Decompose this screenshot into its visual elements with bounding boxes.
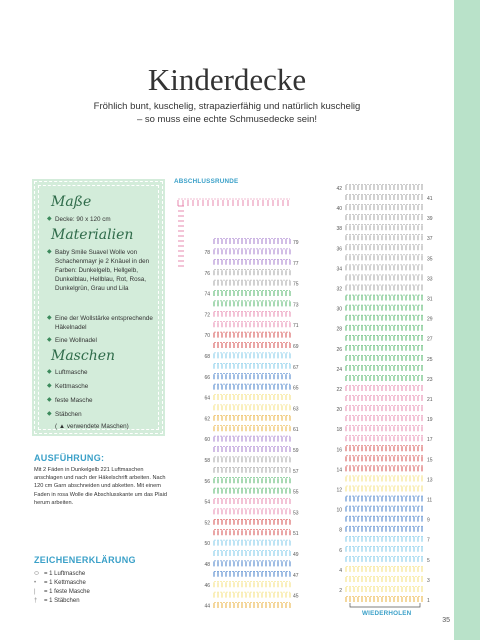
row-number: 40: [336, 206, 342, 213]
materials-item-text: Baby Smile Suavel Wolle von Schachenmayr je 2 Knäuel in den Farben: Dunkelgelb, Hellgelb, Dunkelblau, Hellblau, Rot, Rosa, Dunkelgrün, Grau und Lila: [55, 249, 150, 292]
row-number: 6: [339, 547, 342, 554]
row-number: 65: [293, 385, 299, 392]
bullet-icon: ◆: [47, 249, 52, 255]
page-title: Kinderdecke: [147, 62, 307, 97]
bullet-icon: ◆: [47, 397, 52, 403]
row-number: 39: [427, 216, 433, 223]
row-number: 16: [336, 447, 342, 454]
page-subtitle: Fröhlich bunt, kuschelig, strapazierfähig und natürlich kuschelig – so muss eine echte Schmusedecke sein!: [93, 101, 361, 125]
row-number: 50: [204, 541, 210, 548]
row-number: 25: [427, 356, 433, 363]
row-number: 19: [427, 417, 433, 424]
row-number: 28: [336, 326, 342, 333]
materials-item-text: Eine der Wollstärke entsprechende Häkelnadel: [55, 315, 153, 331]
row-number: 66: [204, 374, 210, 381]
stitch-item-text: Stäbchen: [55, 411, 82, 418]
row-number: 47: [293, 572, 299, 579]
row-number: 72: [204, 312, 210, 319]
row-number: 17: [427, 437, 433, 444]
row-number: 22: [336, 387, 342, 393]
row-number: 52: [204, 520, 210, 527]
row-number: 62: [204, 416, 210, 423]
row-number: 58: [204, 458, 210, 464]
legend-label: = 1 Kettmasche: [44, 580, 86, 586]
row-number: 8: [339, 527, 342, 534]
stitches-heading: Maschen: [51, 348, 116, 364]
row-number: 64: [204, 395, 210, 402]
row-number: 60: [204, 437, 210, 444]
row-number: 15: [427, 457, 433, 464]
row-number: 67: [293, 364, 299, 371]
row-number: 29: [427, 316, 433, 323]
row-number: 55: [293, 489, 299, 496]
stitch-item-text: feste Masche: [55, 397, 93, 404]
row-number: 9: [427, 517, 430, 524]
page-number: 35: [442, 617, 450, 624]
sizes-heading: Maße: [51, 194, 92, 210]
row-number: 37: [427, 236, 433, 243]
row-number: 69: [293, 344, 299, 350]
row-number: 56: [204, 478, 210, 485]
row-number: 79: [293, 240, 299, 246]
row-number: 42: [336, 186, 342, 192]
row-number: 61: [293, 427, 299, 434]
chart-top-label: ABSCHLUSSRUNDE: [174, 178, 239, 185]
materials-item-text: Eine Wollnadel: [55, 337, 97, 344]
row-number: 4: [339, 567, 342, 574]
row-number: 11: [427, 497, 433, 504]
row-number: 7: [427, 537, 430, 544]
slip-stitch-icon: •: [34, 580, 37, 586]
row-number: 20: [336, 407, 342, 414]
row-number: 10: [336, 507, 342, 514]
chain-stitch-icon: ⬭: [34, 571, 40, 577]
row-number: 41: [427, 196, 433, 202]
row-number: 76: [204, 270, 210, 277]
row-number: 30: [336, 306, 342, 313]
legend-heading: ZEICHENERKLÄRUNG: [34, 555, 136, 565]
row-number: 71: [293, 323, 299, 330]
row-number: 3: [427, 577, 430, 584]
bullet-icon: ◆: [47, 315, 52, 321]
stitch-item-text: Luftmasche: [55, 369, 88, 376]
row-number: 36: [336, 246, 342, 253]
row-number: 54: [204, 499, 210, 506]
row-number: 78: [204, 250, 210, 256]
bullet-icon: ◆: [47, 411, 52, 417]
row-number: 24: [336, 366, 342, 373]
row-number: 75: [293, 281, 299, 288]
row-number: 12: [336, 487, 342, 494]
row-number: 63: [293, 406, 299, 413]
single-crochet-icon: |: [34, 589, 36, 595]
row-number: 2: [339, 588, 342, 594]
row-number: 73: [293, 302, 299, 309]
legend-label: = 1 Luftmasche: [44, 571, 86, 577]
row-number: 49: [293, 552, 299, 558]
row-number: 70: [204, 333, 210, 340]
bullet-icon: ◆: [47, 216, 52, 222]
row-number: 45: [293, 593, 299, 600]
row-number: 46: [204, 582, 210, 589]
legend-label: = 1 feste Masche: [44, 589, 90, 595]
instructions-text: Mit 2 Fäden in Dunkelgelb 221 Luftmaschen anschlagen und nach der Häkelschrift arbeiten. Nach 120 cm Garn abschneiden und abketten. Mit einem Faden in rosa Wolle die Abschlusskante um das Plaid herum arbeiten.: [34, 467, 167, 506]
materials-heading: Materialien: [51, 227, 134, 243]
row-number: 1: [427, 598, 430, 604]
row-number: 77: [293, 260, 299, 267]
double-crochet-icon: †: [34, 598, 38, 604]
row-number: 5: [427, 557, 430, 564]
sizes-item-text: Decke: 90 x 120 cm: [55, 216, 111, 223]
row-number: 18: [336, 427, 342, 434]
row-number: 23: [427, 376, 433, 383]
row-number: 33: [427, 276, 433, 283]
row-number: 31: [427, 296, 433, 303]
row-number: 34: [336, 266, 342, 273]
row-number: 38: [336, 226, 342, 233]
row-number: 48: [204, 562, 210, 568]
row-number: 26: [336, 346, 342, 353]
row-number: 68: [204, 354, 210, 360]
row-number: 53: [293, 510, 299, 517]
chart-bottom-label: WIEDERHOLEN: [362, 610, 412, 617]
row-number: 14: [336, 467, 342, 474]
row-number: 51: [293, 531, 299, 538]
instructions-heading: AUSFÜHRUNG:: [34, 453, 105, 463]
row-number: 27: [427, 336, 433, 343]
bullet-icon: ◆: [47, 337, 52, 343]
row-number: 21: [427, 397, 433, 403]
stitches-note: ( ▲ verwendete Maschen): [55, 423, 129, 430]
row-number: 32: [336, 286, 342, 293]
repeat-bracket: [350, 603, 420, 607]
stitch-item-text: Kettmasche: [55, 383, 89, 390]
row-number: 44: [204, 603, 210, 610]
row-number: 35: [427, 256, 433, 263]
row-number: 13: [427, 477, 433, 484]
bullet-icon: ◆: [47, 383, 52, 389]
row-number: 74: [204, 291, 210, 298]
bullet-icon: ◆: [47, 369, 52, 375]
row-number: 59: [293, 448, 299, 454]
legend-label: = 1 Stäbchen: [44, 598, 80, 604]
row-number: 57: [293, 468, 299, 475]
